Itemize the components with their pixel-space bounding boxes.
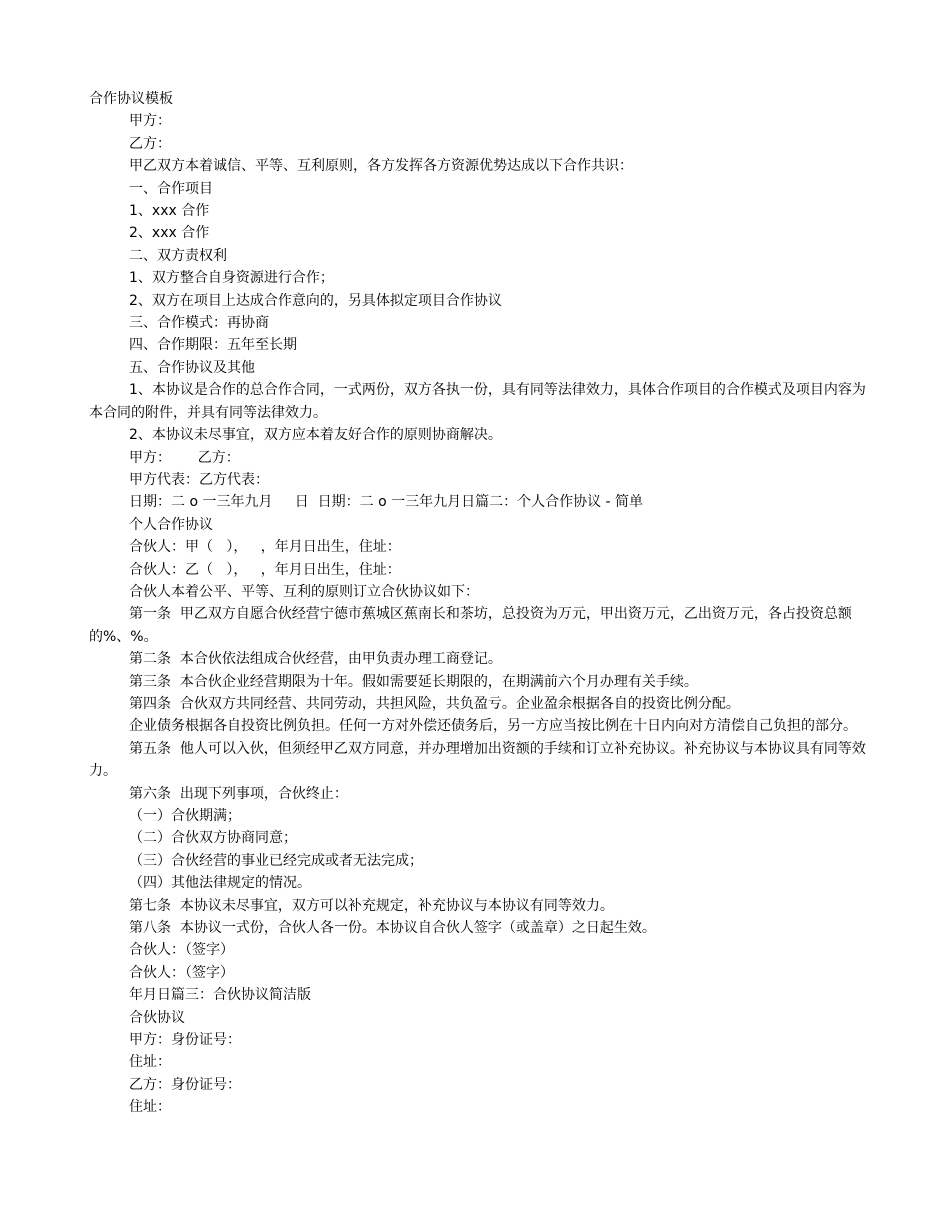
article-6: 第六条 出现下列事项，合伙终止： bbox=[129, 785, 348, 802]
part-two-title: 个人合作协议 bbox=[129, 516, 213, 533]
party-a-address-line: 住址： bbox=[129, 1054, 171, 1071]
termination-item-4: （四）其他法律规定的情况。 bbox=[129, 875, 311, 892]
article-8: 第八条 本协议一式份，合伙人各一份。本协议自合伙人签字（或盖章）之日起生效。 bbox=[129, 920, 656, 937]
agreement-clause-1: 1、本协议是合作的总合作合同，一式两份，双方各执一份，具有同等法律效力，具体合作项目的合作模式及项目内容为本合同的附件，并具有同等法律效力。 bbox=[89, 382, 866, 421]
party-a-line: 甲方： bbox=[129, 113, 171, 130]
project-item-1: 1、xxx 合作 bbox=[129, 203, 210, 220]
partner-b-line: 合伙人：乙（ ）， ，年月日出生，住址： bbox=[129, 561, 401, 578]
termination-item-1: （一）合伙期满； bbox=[129, 808, 241, 824]
section-heading-3: 三、合作模式：再协商 bbox=[129, 315, 269, 332]
section-heading-2: 二、双方责权利 bbox=[129, 247, 227, 264]
section-heading-5: 五、合作协议及其他 bbox=[129, 359, 255, 376]
partnership-intro: 合伙人本着公平、平等、互利的原则订立合伙协议如下： bbox=[129, 583, 479, 600]
document-body bbox=[89, 88, 869, 1119]
partner-signature-1: 合伙人：（签字） bbox=[129, 942, 234, 959]
termination-item-2: （二）合伙双方协商同意； bbox=[129, 830, 297, 847]
party-b-line: 乙方： bbox=[129, 135, 171, 152]
date-line: 日期：二 o 一三年九月 日 日期：二 o 一三年九月日篇二：个人合作协议 - 简单 bbox=[129, 494, 644, 511]
party-b-address-line: 住址： bbox=[129, 1099, 171, 1116]
debt-clause: 企业债务根据各自投资比例负担。任何一方对外偿还债务后，另一方应当按比例在十日内向对方清偿自己负担的部分。 bbox=[129, 718, 857, 735]
partner-signature-2: 合伙人：（签字） bbox=[129, 964, 234, 981]
article-3: 第三条 本合伙企业经营期限为十年。假如需要延长期限的，在期满前六个月办理有关手续。 bbox=[129, 673, 698, 690]
party-b-id-line: 乙方：身份证号： bbox=[129, 1076, 241, 1093]
part-three-heading: 年月日篇三：合伙协议简洁版 bbox=[129, 987, 311, 1004]
partner-a-line: 合伙人：甲（ ）， ，年月日出生，住址： bbox=[129, 539, 401, 556]
article-4: 第四条 合伙双方共同经营、共同劳动，共担风险，共负盈亏。企业盈余根据各自的投资比例分配。 bbox=[129, 695, 740, 712]
intro-paragraph: 甲乙双方本着诚信、平等、互利原则，各方发挥各方资源优势达成以下合作共识： bbox=[129, 158, 633, 175]
part-three-title: 合伙协议 bbox=[129, 1009, 185, 1026]
agreement-clause-2: 2、本协议未尽事宜，双方应本着友好合作的原则协商解决。 bbox=[129, 427, 502, 444]
document-title: 合作协议模板 bbox=[89, 91, 173, 107]
signature-representatives: 甲方代表：乙方代表： bbox=[129, 471, 269, 488]
article-5: 第五条 他人可以入伙，但须经甲乙双方同意，并办理增加出资额的手续和订立补充协议。补充协议与本协议具有同等效力。 bbox=[89, 740, 866, 780]
section-heading-4: 四、合作期限：五年至长期 bbox=[129, 337, 297, 354]
rights-item-2: 2、双方在项目上达成合作意向的，另具体拟定项目合作协议 bbox=[129, 292, 502, 309]
rights-item-1: 1、双方整合自身资源进行合作； bbox=[129, 270, 334, 287]
project-item-2: 2、xxx 合作 bbox=[129, 225, 210, 242]
termination-item-3: （三）合伙经营的事业已经完成或者无法完成； bbox=[129, 852, 423, 869]
signature-parties: 甲方： 乙方： bbox=[129, 449, 240, 466]
party-a-id-line: 甲方：身份证号： bbox=[129, 1032, 241, 1049]
article-7: 第七条 本协议未尽事宜，双方可以补充规定，补充协议与本协议有同等效力。 bbox=[129, 897, 614, 914]
article-1: 第一条 甲乙双方自愿合伙经营宁德市蕉城区蕉南长和茶坊，总投资为万元，甲出资万元，乙出资万元，各占投资总额的%、%。 bbox=[89, 606, 852, 645]
section-heading-1: 一、合作项目 bbox=[129, 180, 213, 197]
article-2: 第二条 本合伙依法组成合伙经营，由甲负责办理工商登记。 bbox=[129, 651, 502, 668]
